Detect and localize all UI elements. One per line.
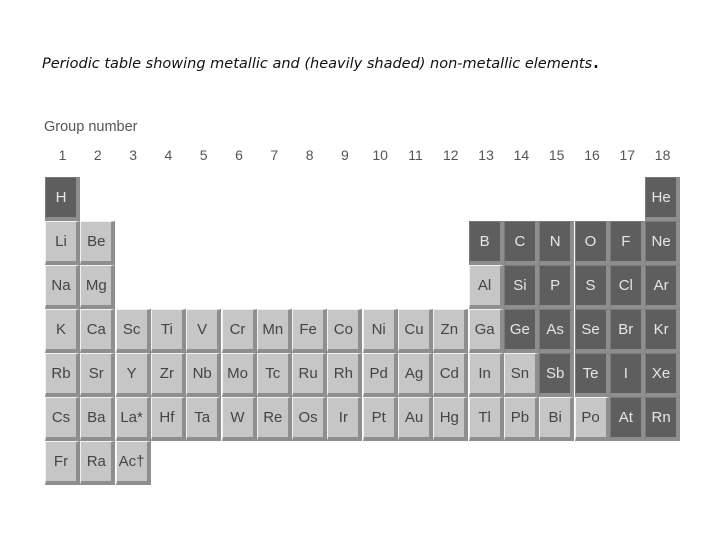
- element-mo: Mo: [222, 353, 257, 397]
- element-ge: Ge: [504, 309, 539, 353]
- group-number-17: 17: [619, 147, 636, 163]
- element-sb: Sb: [539, 353, 574, 397]
- group-number-9: 9: [340, 147, 349, 163]
- element-fr: Fr: [45, 441, 80, 485]
- caption: [42, 46, 718, 74]
- element-se: Se: [575, 309, 610, 353]
- group-number-8: 8: [305, 147, 314, 163]
- element-ni: Ni: [363, 309, 398, 353]
- group-number-12: 12: [443, 147, 459, 163]
- group-number-14: 14: [513, 147, 530, 163]
- element-ar: Ar: [645, 265, 680, 309]
- element-tl: Tl: [469, 397, 504, 441]
- element-p: P: [539, 265, 574, 309]
- element-hg: Hg: [433, 397, 468, 441]
- element-ac: Ac†: [116, 441, 151, 485]
- element-s: S: [575, 265, 610, 309]
- element-cl: Cl: [610, 265, 645, 309]
- element-os: Os: [292, 397, 327, 441]
- element-pt: Pt: [363, 397, 398, 441]
- element-as: As: [539, 309, 574, 353]
- element-mn: Mn: [257, 309, 292, 353]
- element-ba: Ba: [80, 397, 115, 441]
- element-rb: Rb: [45, 353, 80, 397]
- element-nb: Nb: [186, 353, 221, 397]
- element-ra: Ra: [80, 441, 115, 485]
- element-cu: Cu: [398, 309, 433, 353]
- element-b: B: [469, 221, 504, 265]
- group-number-15: 15: [548, 147, 565, 163]
- element-n: N: [539, 221, 574, 265]
- element-be: Be: [80, 221, 115, 265]
- group-number-4: 4: [164, 147, 173, 163]
- element-rn: Rn: [645, 397, 680, 441]
- element-cd: Cd: [433, 353, 468, 397]
- element-po: Po: [575, 397, 610, 441]
- element-ir: Ir: [327, 397, 362, 441]
- group-number-2: 2: [93, 147, 102, 163]
- element-sr: Sr: [80, 353, 115, 397]
- element-kr: Kr: [645, 309, 680, 353]
- element-sc: Sc: [116, 309, 151, 353]
- element-sn: Sn: [504, 353, 539, 397]
- group-number-5: 5: [199, 147, 208, 163]
- element-in: In: [469, 353, 504, 397]
- caption-text: Periodic table showing metallic and (heavily shaded) non-metallic elements: [42, 56, 593, 72]
- element-br: Br: [610, 309, 645, 353]
- element-mg: Mg: [80, 265, 115, 309]
- element-v: V: [186, 309, 221, 353]
- element-cs: Cs: [45, 397, 80, 441]
- element-c: C: [504, 221, 539, 265]
- element-te: Te: [575, 353, 610, 397]
- element-au: Au: [398, 397, 433, 441]
- element-ti: Ti: [151, 309, 186, 353]
- group-number-13: 13: [478, 147, 494, 163]
- group-number-18: 18: [654, 147, 671, 163]
- element-y: Y: [116, 353, 151, 397]
- element-bi: Bi: [539, 397, 574, 441]
- element-i: I: [610, 353, 645, 397]
- element-al: Al: [469, 265, 504, 309]
- element-pb: Pb: [504, 397, 539, 441]
- element-ne: Ne: [645, 221, 680, 265]
- group-number-1: 1: [58, 147, 67, 163]
- group-number-title: Group number: [44, 119, 138, 135]
- element-ru: Ru: [292, 353, 327, 397]
- element-tc: Tc: [257, 353, 292, 397]
- element-f: F: [610, 221, 645, 265]
- element-zr: Zr: [151, 353, 186, 397]
- group-number-3: 3: [129, 147, 137, 163]
- element-he: He: [645, 177, 680, 221]
- element-pd: Pd: [363, 353, 398, 397]
- element-ta: Ta: [186, 397, 221, 441]
- element-fe: Fe: [292, 309, 327, 353]
- element-co: Co: [327, 309, 362, 353]
- group-number-6: 6: [235, 147, 243, 163]
- element-hf: Hf: [151, 397, 186, 441]
- element-zn: Zn: [433, 309, 468, 353]
- element-w: W: [222, 397, 257, 441]
- element-xe: Xe: [645, 353, 680, 397]
- element-k: K: [45, 309, 80, 353]
- element-si: Si: [504, 265, 539, 309]
- element-li: Li: [45, 221, 80, 265]
- element-ca: Ca: [80, 309, 115, 353]
- group-number-10: 10: [372, 147, 388, 163]
- element-cr: Cr: [222, 309, 257, 353]
- element-la: La*: [116, 397, 151, 441]
- element-h: H: [45, 177, 80, 221]
- element-re: Re: [257, 397, 292, 441]
- element-ga: Ga: [469, 309, 504, 353]
- group-number-11: 11: [408, 147, 423, 163]
- element-o: O: [575, 221, 610, 265]
- group-number-7: 7: [270, 147, 279, 163]
- caption-period: .: [592, 46, 600, 74]
- element-at: At: [610, 397, 645, 441]
- element-ag: Ag: [398, 353, 433, 397]
- group-number-16: 16: [584, 147, 600, 163]
- element-rh: Rh: [327, 353, 362, 397]
- element-na: Na: [45, 265, 80, 309]
